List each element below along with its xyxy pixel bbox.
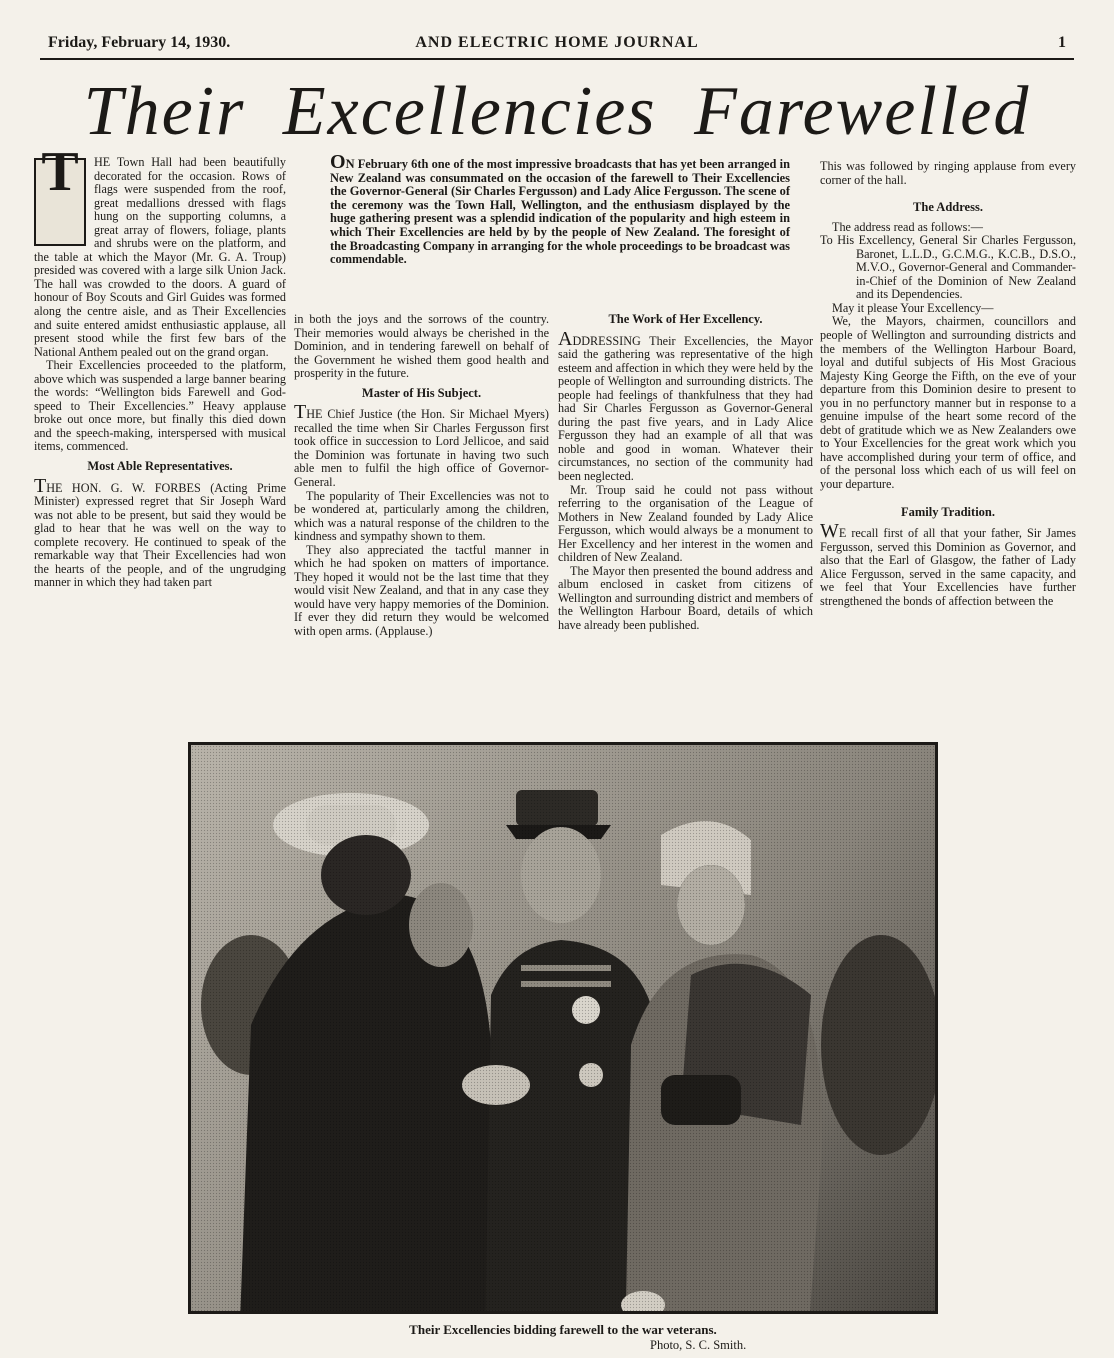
photo-caption: Their Excellencies bidding farewell to the war veterans. (409, 1322, 717, 1337)
journal-name: AND ELECTRIC HOME JOURNAL (415, 34, 699, 51)
article-paragraph: May it please Your Excellency— (832, 300, 994, 315)
paragraph-text: E recall first of all that your father, Sir James Fergusson, served this Dominion as Governor, and also that the Earl of Glasgow, the father of Lady Alice Fergusson, served in the same capacity, and we feel that Your Excellencies have further strengthened the bonds of affection between the (820, 526, 1076, 608)
column-2 (294, 313, 549, 639)
article-paragraph: The popularity of Their Excellencies was not to be wondered at, particularly among the children, which was a natural response of the children to the kindness and sympathy shown to them. (294, 488, 549, 544)
subheading: Most Able Representatives. (87, 459, 233, 474)
dropcap-letter: T (41, 141, 79, 203)
initial-cap: A (558, 327, 573, 350)
address-salutation: To His Excellency, General Sir Charles Fergusson, Baronet, L.L.D., G.C.M.G., K.C.B., D.S.O., M.V.O., Governor-General and Commander-in-Chief of the Dominion of New Zealand and its Dependencies. (820, 233, 1076, 302)
article-paragraph (820, 520, 1076, 608)
article-paragraph: We, the Mayors, chairmen, councillors and people of Wellington and surrounding districts and the members of the Wellington Harbour Board, loyal and dutiful subjects of His Most Gracious Majesty King George the Fifth, on the eve of your departure from this Dominion desire to present to you in no perfunctory manner but in response to a genuine impulse of the heart some record of the debt of gratitude which we as New Zealanders owe to Your Excellencies for the great work which you have accomplished during your term of office, and of the personal loss which each of us will feel on your departure. (820, 314, 1076, 492)
initial-cap: T (294, 401, 307, 424)
column-1 (34, 141, 286, 590)
ornamental-dropcap (34, 141, 86, 246)
article-paragraph: in both the joys and the sorrows of the country. Their memories would always be cherished in the Dominion, and in tendering farewell on behalf of the Government he wished them good health and prosperity in the future. (294, 312, 549, 381)
article-paragraph (34, 474, 286, 590)
article-paragraph (294, 401, 549, 490)
paragraph-text: HE HON. G. W. FORBES (Acting Prime Minister) expressed regret that Sir Joseph Ward was not able to be present, but said they would be glad to hear that he was well on the way to complete recovery. He continued to speak of the remarkable way that Their Excellencies had won the hearts of the people, and of the ungrudging manner in which they had taken part (34, 480, 286, 590)
article-paragraph: Their Excellencies proceeded to the platform, above which was suspended a large banner bearing the words: “Wellington bids Farewell and God-speed to Their Excellencies.” Heavy applause broke out once more, but finally this died down and the speech-making, interspersed with musical items, commenced. (34, 358, 286, 454)
initial-cap: W (820, 520, 839, 543)
page-header (48, 30, 1066, 56)
photo-illustration (191, 745, 935, 1311)
article-paragraph: Mr. Troup said he could not pass without referring to the organisation of the League of Mothers in New Zealand founded by Lady Alice Fergusson, which would always be a monument to Her Excellency and her interest in the women and children of New Zealand. (558, 482, 813, 565)
column-4 (820, 160, 1076, 608)
lead-text: N February 6th one of the most impressive broadcasts that has yet been arranged in New Zealand was consummated on the occasion of the farewell to Their Excellencies the Governor-General (Sir Charles Fergusson) and Lady Alice Fergusson. The scene of the ceremony was the Town Hall, Wellington, and the enthusiasm displayed by the huge gathering present was a splendid indication of the popularity and high esteem in which Their Excellencies are held by by the people of New Zealand. The foresight of the Broadcasting Company in arranging for the whole proceedings to be broadcast was commendable. (330, 157, 790, 267)
subheading: Family Tradition. (901, 504, 995, 519)
lead-paragraph (330, 151, 790, 267)
article-paragraph: HE Town Hall had been beautifully decorated for the occasion. Rows of flags were suspended from the roof, great medallions dressed with flags hung on the supporting columns, a great array of flowers, foliage, plants and shrubs were on the platform, and the table at which the Mayor (Mr. G. A. Troup) presided was covered with a large silk Union Jack. The hall was crowded to the doors. A guard of honour of Boy Scouts and Girl Guides was formed along the centre aisle, and as Their Excellencies and suite entered amidst enthusiastic applause, all present stood while the first few bars of the National Anthem pealed out on the grand organ. (34, 155, 286, 359)
initial-cap: O (330, 151, 346, 173)
headline: Their Excellencies Farewelled (83, 73, 1031, 150)
subheading: The Work of Her Excellency. (608, 312, 763, 326)
subheading: Master of His Subject. (361, 385, 482, 400)
photo-credit: Photo, S. C. Smith. (650, 1338, 747, 1352)
article-paragraph: The address read as follows:— (832, 219, 983, 234)
initial-cap: T (34, 474, 47, 497)
column-3 (558, 313, 813, 633)
paragraph-text: DDRESSING Their Excellencies, the Mayor said the gathering was representative of the high esteem and affection in which they were held by the people of Wellington and surrounding districts. The people had feelings of thankfulness that they had had Sir Charles Fergusson as Governor-General during the past five years, and in Lady Alice Fergusson they had an example of all that was noble and good in woman. Whatever their circumstances, no section of the community had been neglected. (558, 333, 813, 484)
article-paragraph: The Mayor then presented the bound address and album enclosed in casket from citizens of Wellington and surrounding district and members of the Wellington Harbour Board, details of which have already been published. (558, 563, 813, 633)
issue-date: Friday, February 14, 1930. (48, 34, 231, 51)
page-number: 1 (1058, 34, 1066, 51)
article-paragraph: They also appreciated the tactful manner in which he had spoken on matters of importance. They hoped it would not be the last time that they would visit New Zealand, and that in any case they would have very happy memories of the Dominion. If ever they did return they would be welcomed with open arms. (Applause.) (294, 542, 549, 639)
article-paragraph (558, 327, 813, 484)
header-rule (40, 58, 1074, 60)
halftone-photo (188, 742, 938, 1314)
paragraph-text: HE Chief Justice (the Hon. Sir Michael Myers) recalled the time when Sir Charles Fergusson first took office in succession to Lord Jellicoe, and said the Dominion was fortunate in having two such able men to fulfil the high office of Governor-General. (294, 407, 549, 490)
article-paragraph: This was followed by ringing applause from every corner of the hall. (820, 159, 1076, 187)
subheading: The Address. (913, 200, 983, 215)
